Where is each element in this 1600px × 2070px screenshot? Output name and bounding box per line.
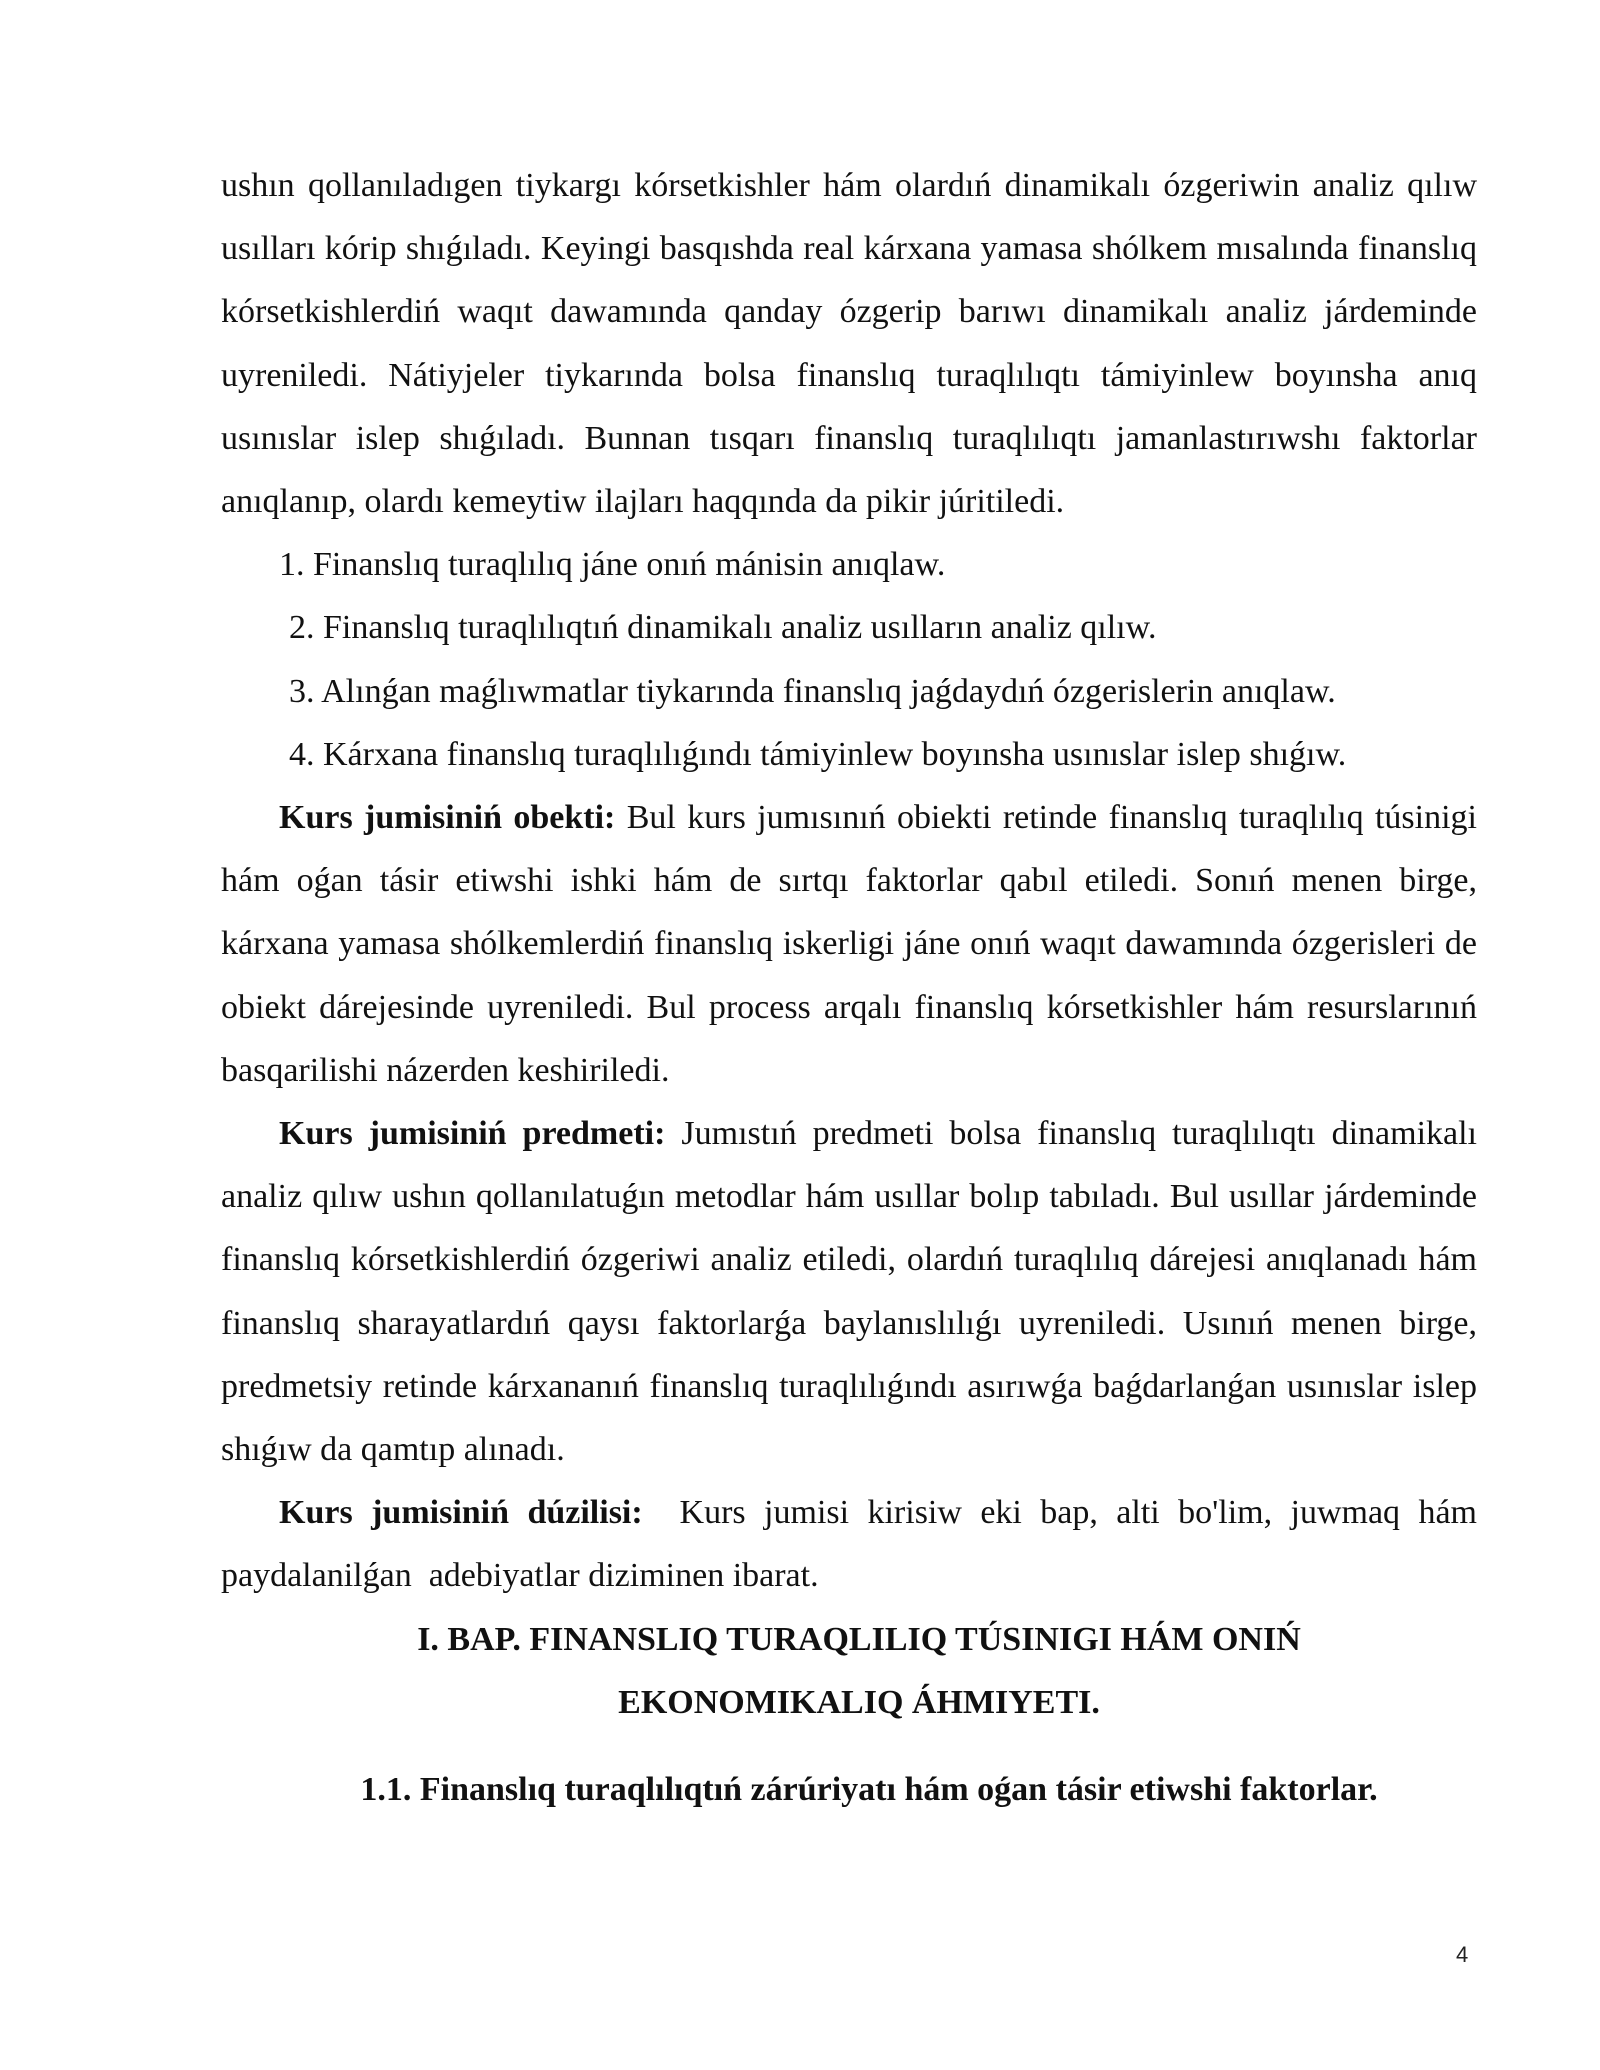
structure-paragraph xyxy=(221,1481,1486,1607)
task-item-1: 1. Finanslıq turaqlılıq jáne onıń mánisin anıqlaw. xyxy=(279,546,946,584)
task-list xyxy=(221,533,1477,786)
page-number: 4 xyxy=(1456,1942,1469,1967)
subject-paragraph xyxy=(221,1102,1477,1481)
chapter-title-line-1: I. BAP. FINANSLIQ TURAQLILIQ TÚSINIGI HÁM ONIŃ xyxy=(417,1620,1301,1658)
page-body xyxy=(221,154,1486,1821)
subject-text: Jumıstıń predmeti bolsa finanslıq turaqlılıqtı dinamikalı analiz qılıw ushın qollanılatuǵın metodlar hám usıllar bolıp tabıladı. Bul usıllar járdeminde finanslıq kórsetkishlerdiń ózgeriwi analiz etiledi, olardıń turaqlılıq dárejesi anıqlanadı hám finanslıq sharayatlardıń qaysı faktorlarǵa baylanıslılıǵı uyreniledi. Usınıń menen birge, predmetsiy retinde kárxananıń finanslıq turaqlılıǵındı asırıwǵa baǵdarlanǵan usınıslar islep shıǵıw da qamtıp alınadı. xyxy=(221,1115,1477,1469)
structure-text: Kurs jumisi kirisiw eki bap, alti bo'lim, juwmaq hám paydalanilǵan adebiyatlar diziminen ibarat. xyxy=(221,1494,1486,1595)
section-title: 1.1. Finanslıq turaqlılıqtıń zárúriyatı hám oǵan tásir etiwshi faktorlar. xyxy=(360,1771,1378,1809)
object-label: Kurs jumisiniń obekti: xyxy=(279,799,616,837)
task-item-3: 3. Alınǵan maǵlıwmatlar tiykarında finanslıq jaǵdaydıń ózgerislerin anıqlaw. xyxy=(289,672,1336,710)
chapter-title-line-2: EKONOMIKALIQ ÁHMIYETI. xyxy=(618,1683,1100,1721)
task-item-4: 4. Kárxana finanslıq turaqlılıǵındı támiyinlew boyınsha usınıslar islep shıǵıw. xyxy=(289,735,1347,773)
structure-label: Kurs jumisiniń dúzilisi: xyxy=(279,1494,643,1532)
intro-paragraph: ushın qollanıladıgen tiykargı kórsetkishler hám olardıń dinamikalı ózgeriwin analiz qılıw usılları kórip shıǵıladı. Keyingi basqıshda real kárxana yamasa shólkem mısalında finanslıq kórsetkishlerdiń waqıt dawamında qanday ózgerip barıwı dinamikalı analiz járdeminde uyreniledi. Nátiyjeler tiykarında bolsa finanslıq turaqlılıqtı támiyinlew boyınsha anıq usınıslar islep shıǵıladı. Bunnan tısqarı finanslıq turaqlılıqtı jamanlastırıwshı faktorlar anıqlanıp, olardı kemeytiw ilajları haqqında da pikir júritiledi. xyxy=(221,167,1477,521)
task-item-2: 2. Finanslıq turaqlılıqtıń dinamikalı analiz usılların analiz qılıw. xyxy=(289,609,1157,647)
object-paragraph xyxy=(221,786,1477,1102)
object-text: Bul kurs jumısınıń obiekti retinde finanslıq turaqlılıq túsinigi hám oǵan tásir etiwshi ishki hám de sırtqı faktorlar qabıl etiledi. Sonıń menen birge, kárxana yamasa shólkemlerdiń finanslıq iskerligi jáne onıń waqıt dawamında ózgerisleri de obiekt dárejesinde uyreniledi. Bul process arqalı finanslıq kórsetkishler hám resurslarınıń basqarilishi názerden keshiriledi. xyxy=(221,799,1477,1089)
subject-label: Kurs jumisiniń predmeti: xyxy=(279,1115,666,1153)
